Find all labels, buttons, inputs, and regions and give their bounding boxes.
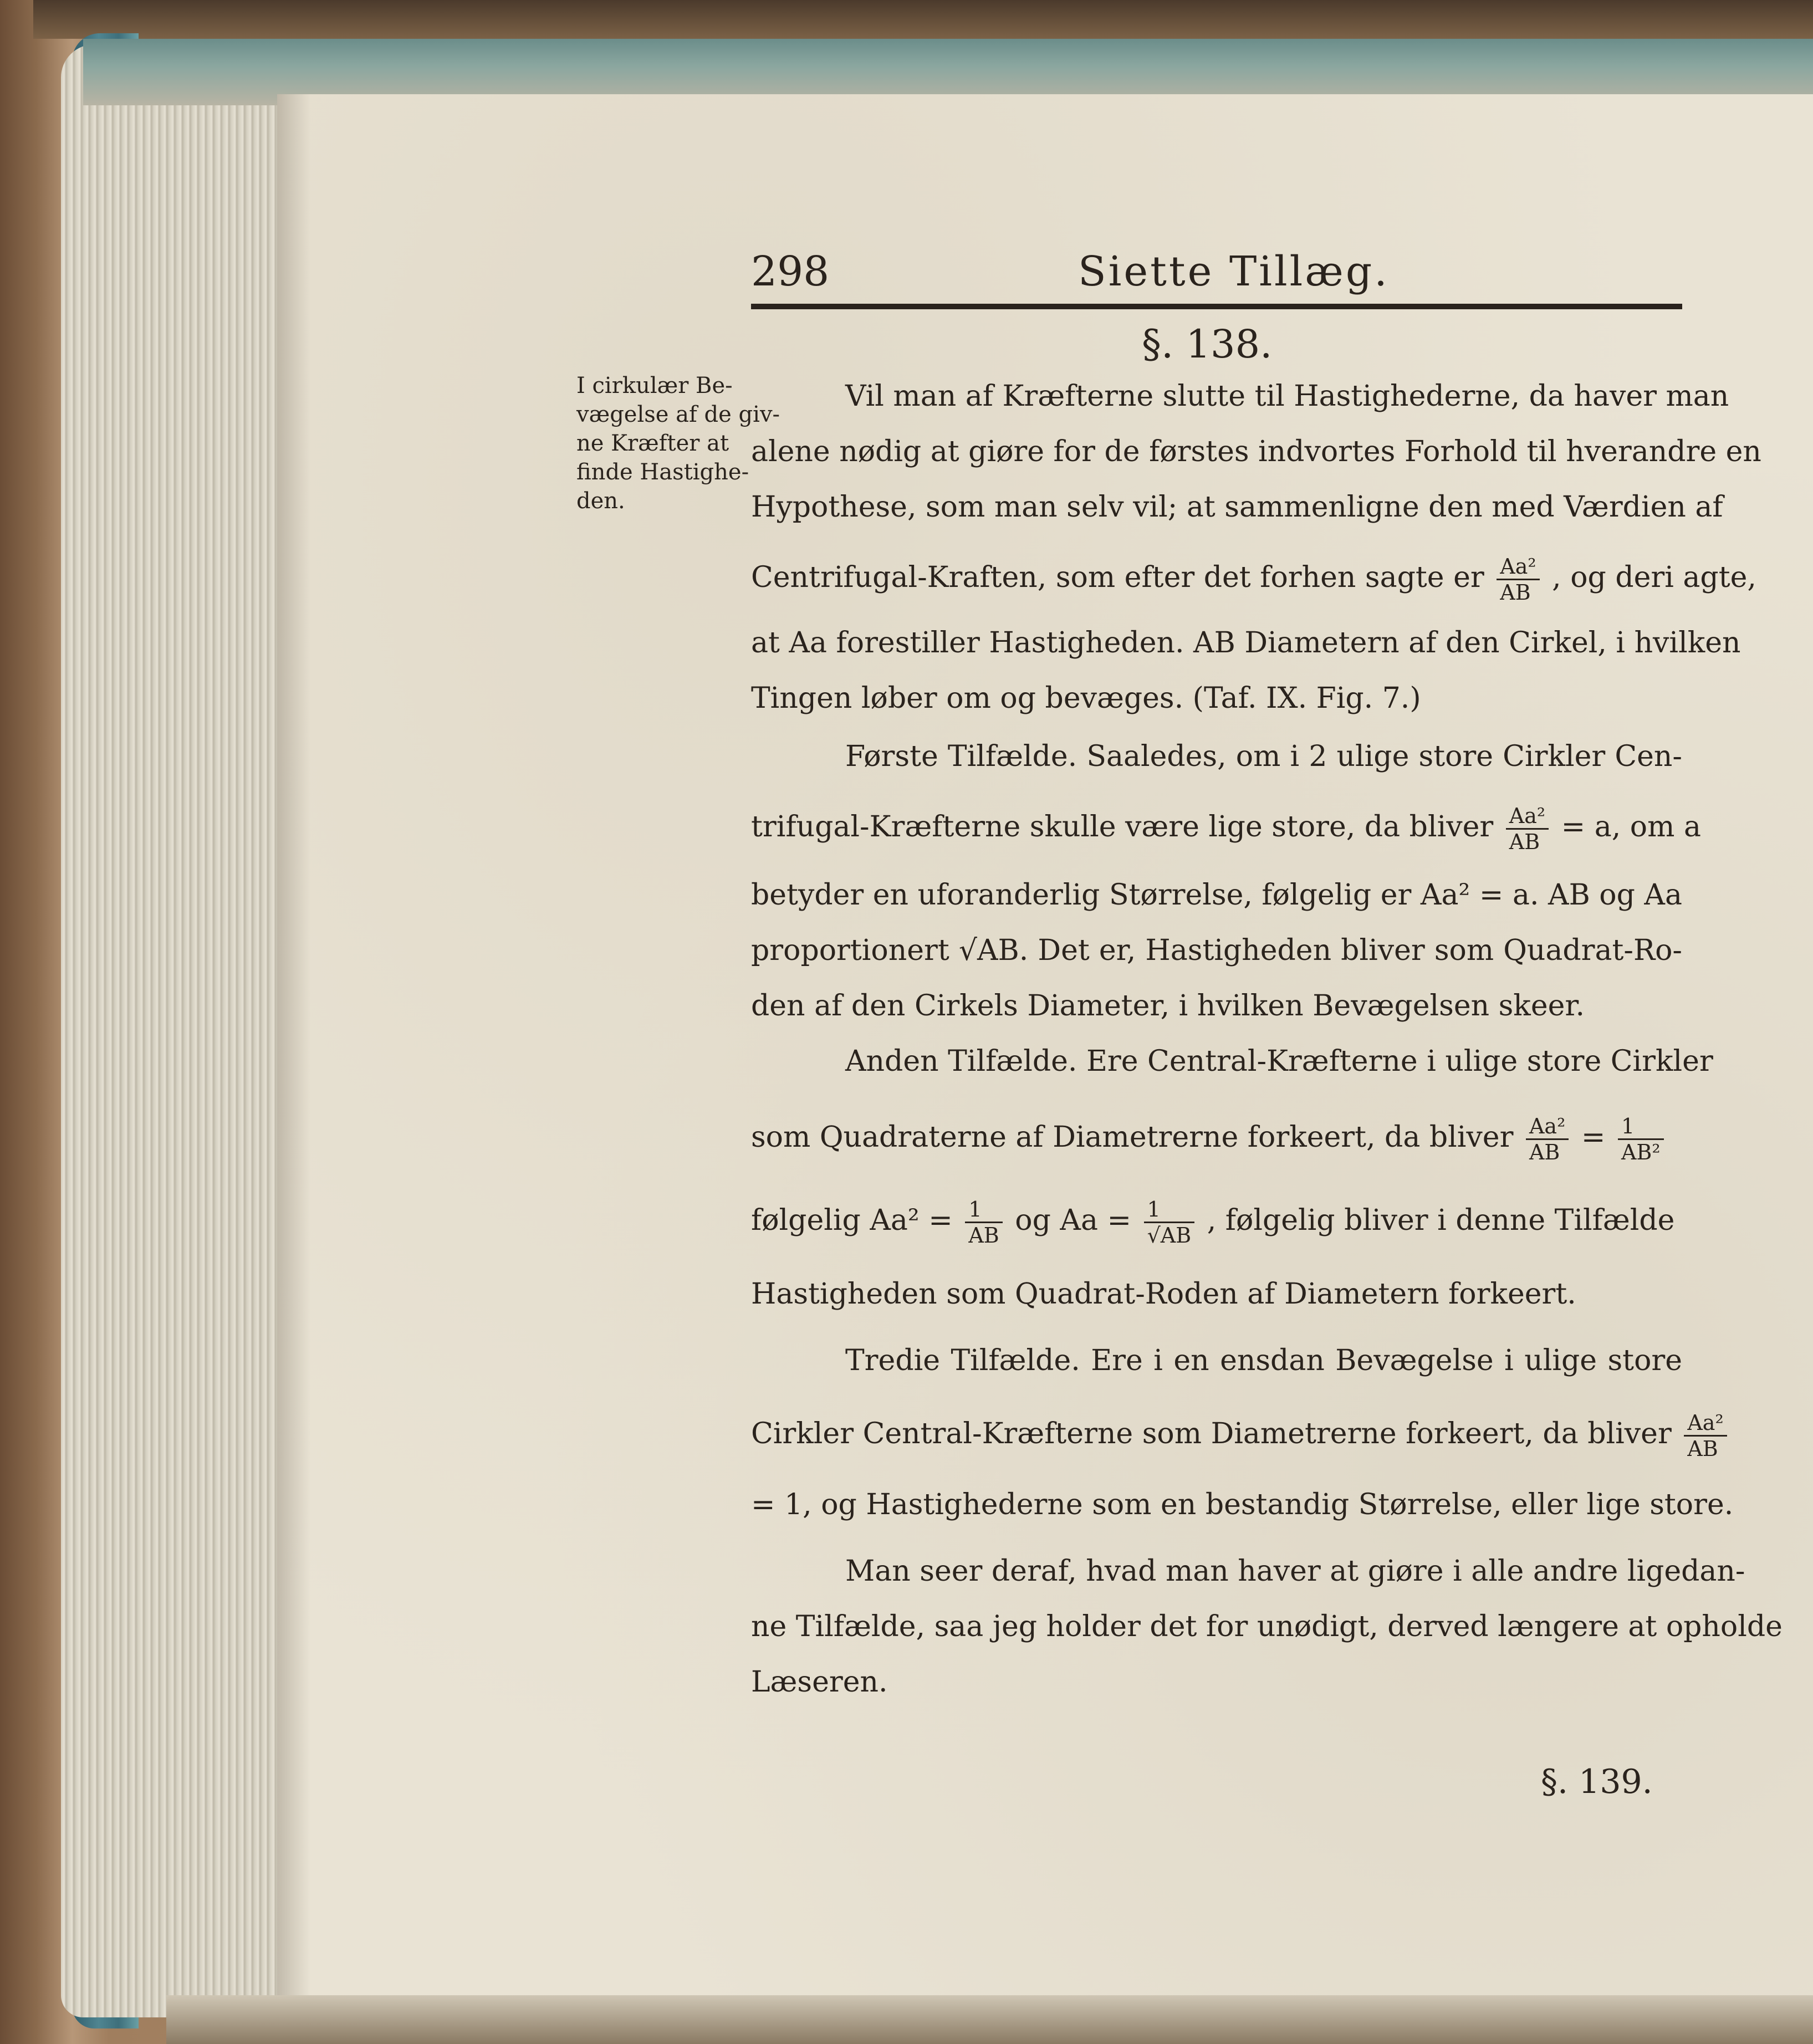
fraction <box>1497 554 1539 605</box>
fraction <box>1144 1197 1195 1248</box>
text-segment: , følgelig bliver i denne Tilfælde <box>1207 1204 1675 1237</box>
text-line-with-fraction <box>751 1114 1682 1164</box>
fraction <box>1526 1114 1569 1164</box>
text-line-with-fraction <box>751 554 1756 605</box>
text-segment: = a, om a <box>1561 810 1701 844</box>
text-line-with-fraction <box>751 804 1701 854</box>
fraction-numerator: Aa² <box>1506 804 1549 830</box>
bottom-page-edge <box>166 1995 1813 2044</box>
text-line: Vil man af Kræfterne slutte til Hastighederne, da haver man <box>845 380 1729 413</box>
book-cover-top <box>33 0 1813 39</box>
text-line-with-fraction <box>751 1411 1724 1461</box>
fraction <box>1684 1411 1727 1461</box>
text-line: Hypothese, som man selv vil; at sammenligne den med Værdien af <box>751 490 1723 524</box>
fraction-denominator: AB <box>968 1223 999 1248</box>
text-line: den af den Cirkels Diameter, i hvilken Bevægelsen skeer. <box>751 989 1585 1023</box>
text-line: Første Tilfælde. Saaledes, om i 2 ulige store Cirkler Cen- <box>845 740 1682 773</box>
fraction-denominator: AB² <box>1621 1140 1661 1164</box>
fraction-denominator: AB <box>1529 1140 1560 1164</box>
marginal-note-line: vægelse af de giv- <box>576 402 780 427</box>
gutter-shadow <box>277 94 310 2023</box>
fraction-denominator: AB <box>1509 830 1540 854</box>
fraction <box>1618 1114 1664 1164</box>
text-segment: som Quadraterne af Diametrerne forkeert, da bliver <box>751 1121 1514 1154</box>
fraction-numerator: 1 <box>1144 1197 1195 1223</box>
text-line: betyder en uforanderlig Størrelse, følgelig er Aa² = a. AB og Aa <box>751 878 1682 912</box>
fraction <box>965 1197 1002 1248</box>
text-line: Læseren. <box>751 1665 888 1699</box>
marginal-note-line: I cirkulær Be- <box>576 373 733 398</box>
text-line: ne Tilfælde, saa jeg holder det for unødigt, derved længere at opholde <box>751 1610 1783 1643</box>
text-segment: trifugal-Kræfterne skulle være lige store, da bliver <box>751 810 1494 844</box>
marginal-note-line: ne Kræfter at <box>576 431 729 456</box>
fraction-numerator: 1 <box>965 1197 1002 1223</box>
text-segment: Centrifugal-Kraften, som efter det forhen sagte er <box>751 561 1484 594</box>
fraction-numerator: 1 <box>1618 1114 1664 1140</box>
running-title: Siette Tillæg. <box>1078 248 1390 295</box>
fraction-numerator: Aa² <box>1526 1114 1569 1140</box>
text-line: Hastigheden som Quadrat-Roden af Diametern forkeert. <box>751 1278 1576 1311</box>
text-line-with-fraction <box>751 1197 1682 1248</box>
text-line: alene nødig at giøre for de førstes indvortes Forhold til hverandre en <box>751 435 1761 468</box>
section-number: §. 138. <box>1142 321 1273 367</box>
marginal-note-line: finde Hastighe- <box>576 459 749 485</box>
text-line: proportionert √AB. Det er, Hastigheden bliver som Quadrat-Ro- <box>751 934 1682 967</box>
marginal-note-line: den. <box>576 488 625 514</box>
text-line: at Aa forestiller Hastigheden. AB Diametern af den Cirkel, i hvilken <box>751 626 1741 660</box>
page-edges <box>61 44 294 2017</box>
catchword: §. 139. <box>1541 1762 1653 1801</box>
fraction-denominator: √AB <box>1147 1223 1192 1248</box>
fraction-numerator: Aa² <box>1684 1411 1727 1437</box>
page-number: 298 <box>751 248 830 295</box>
fraction-denominator: AB <box>1500 580 1531 605</box>
fraction-numerator: Aa² <box>1497 554 1539 580</box>
marginal-note <box>576 371 780 515</box>
text-segment: = <box>1581 1121 1606 1154</box>
text-segment: følgelig Aa² = <box>751 1204 953 1237</box>
header-rule <box>751 304 1682 309</box>
text-line: Man seer deraf, hvad man haver at giøre i alle andre ligedan- <box>845 1555 1745 1588</box>
text-segment: og Aa = <box>1015 1204 1132 1237</box>
fraction <box>1506 804 1549 854</box>
text-segment: Cirkler Central-Kræfterne som Diametrerne forkeert, da bliver <box>751 1417 1672 1450</box>
text-segment: , og deri agte, <box>1552 561 1756 594</box>
text-line: Tingen løber om og bevæges. (Taf. IX. Fig. 7.) <box>751 682 1421 715</box>
text-line: Anden Tilfælde. Ere Central-Kræfterne i ulige store Cirkler <box>845 1045 1713 1078</box>
text-line: Tredie Tilfælde. Ere i en ensdan Bevægelse i ulige store <box>845 1344 1682 1377</box>
text-line: = 1, og Hastighederne som en bestandig Størrelse, eller lige store. <box>751 1488 1734 1521</box>
fraction-denominator: AB <box>1687 1437 1718 1461</box>
